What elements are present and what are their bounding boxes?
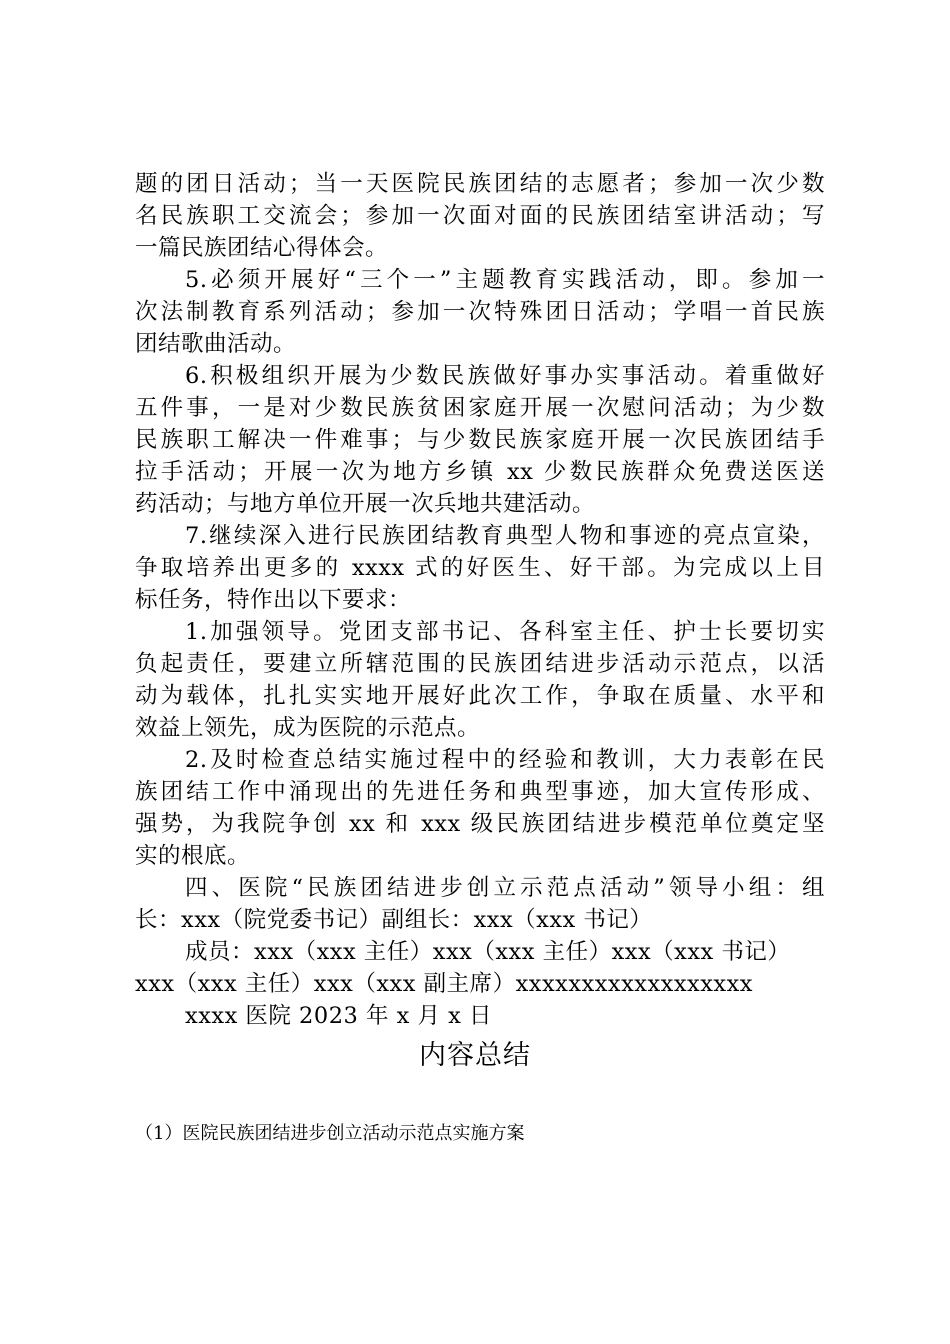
text-line: 强势，为我院争创 xx 和 xxx 级民族团结进步模范单位奠定坚 bbox=[135, 811, 825, 837]
text-line: 五件事，一是对少数民族贫困家庭开展一次慰问活动；为少数 bbox=[135, 395, 825, 421]
text-line: 争取培养出更多的 xxxx 式的好医生、好干部。为完成以上目 bbox=[135, 555, 825, 581]
text-line: 实的根底。 bbox=[135, 843, 251, 869]
text-line: 负起责任，要建立所辖范围的民族团结进步活动示范点，以活 bbox=[135, 651, 825, 677]
text-line: 7.继续深入进行民族团结教育典型人物和事迹的亮点宣染， bbox=[185, 523, 825, 549]
summary-item: （1）医院民族团结进步创立活动示范点实施方案 bbox=[135, 1123, 525, 1144]
text-line: 药活动；与地方单位开展一次兵地共建活动。 bbox=[135, 491, 596, 517]
text-line: 5.必须开展好“三个一”主题教育实践活动，即。参加一 bbox=[185, 267, 825, 293]
text-line: 一篇民族团结心得体会。 bbox=[135, 235, 389, 261]
text-line: 族团结工作中涌现出的先进任务和典型事迹，加大宣传形成、 bbox=[135, 779, 825, 805]
text-line: 6.积极组织开展为少数民族做好事办实事活动。着重做好 bbox=[185, 363, 825, 389]
summary-heading: 内容总结 bbox=[419, 1040, 531, 1071]
signature-date-line: xxxx 医院 2023 年 x 月 x 日 bbox=[185, 1003, 492, 1029]
text-line: 长：xxx（院党委书记）副组长：xxx（xxx 书记） bbox=[135, 907, 653, 933]
text-line: 次法制教育系列活动；参加一次特殊团日活动；学唱一首民族 bbox=[135, 299, 825, 325]
text-line: 四、医院“民族团结进步创立示范点活动”领导小组：组 bbox=[185, 875, 825, 901]
document-body bbox=[135, 168, 825, 1032]
text-line: 标任务，特作出以下要求： bbox=[135, 587, 412, 613]
text-line: 成员：xxx（xxx 主任）xxx（xxx 主任）xxx（xxx 书记） bbox=[185, 939, 791, 965]
text-line: 民族职工解决一件难事；与少数民族家庭开展一次民族团结手 bbox=[135, 427, 825, 453]
text-line: xxx（xxx 主任）xxx（xxx 副主席）xxxxxxxxxxxxxxxxxx bbox=[135, 971, 753, 997]
text-line: 拉手活动；开展一次为地方乡镇 xx 少数民族群众免费送医送 bbox=[135, 459, 825, 485]
text-line: 题的团日活动；当一天医院民族团结的志愿者；参加一次少数 bbox=[135, 171, 825, 197]
text-line: 效益上领先，成为医院的示范点。 bbox=[135, 715, 481, 741]
text-line: 团结歌曲活动。 bbox=[135, 331, 297, 357]
text-line: 动为载体，扎扎实实地开展好此次工作，争取在质量、水平和 bbox=[135, 683, 825, 709]
text-line: 2.及时检查总结实施过程中的经验和教训，大力表彰在民 bbox=[185, 747, 825, 773]
text-line: 名民族职工交流会；参加一次面对面的民族团结室讲活动；写 bbox=[135, 203, 825, 229]
text-line: 1.加强领导。党团支部书记、各科室主任、护士长要切实 bbox=[185, 619, 825, 645]
